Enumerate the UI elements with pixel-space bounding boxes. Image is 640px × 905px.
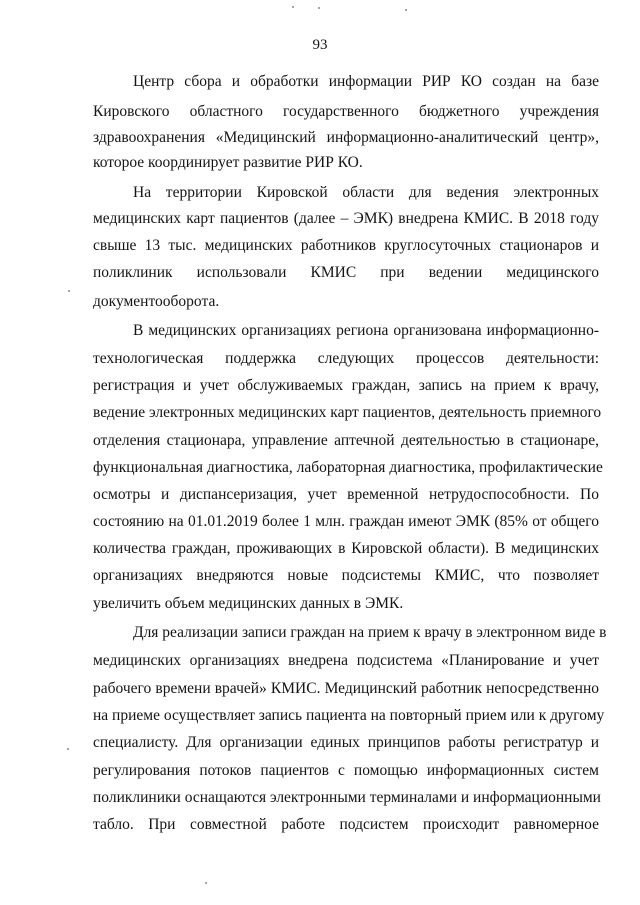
text-line: количества граждан, проживающих в Кировской области). В медицинских: [93, 540, 599, 557]
text-line: увеличить объем медицинских данных в ЭМК.: [93, 595, 404, 612]
text-line: рабочего времени врачей» КМИС. Медицинский работник непосредственно: [93, 680, 599, 697]
scan-speck: [405, 9, 407, 11]
text-line: медицинских организациях внедрена подсистема «Планирование и учет: [93, 652, 599, 669]
text-line: документооборота.: [93, 293, 220, 310]
text-line: свыше 13 тыс. медицинских работников круглосуточных стационаров и: [93, 237, 599, 254]
text-line: поликлиник использовали КМИС при ведении медицинского: [93, 264, 599, 281]
text-line: регулирования потоков пациентов с помощью информационных систем: [93, 762, 599, 779]
text-line: организациях внедряются новые подсистемы КМИС, что позволяет: [93, 567, 599, 584]
text-line: медицинских карт пациентов (далее – ЭМК) внедрена КМИС. В 2018 году: [93, 210, 599, 227]
text-line: технологическая поддержка следующих процессов деятельности:: [93, 350, 599, 367]
text-line: Кировского областного государственного бюджетного учреждения: [93, 103, 599, 120]
text-line: которое координирует развитие РИР КО.: [93, 154, 363, 171]
text-line: ведение электронных медицинских карт пациентов, деятельность приемного: [93, 404, 602, 421]
text-line: функциональная диагностика, лабораторная диагностика, профилактические: [93, 459, 603, 476]
text-line: В медицинских организациях региона организована информационно-: [133, 322, 599, 339]
scan-speck: [292, 6, 294, 8]
text-line: регистрация и учет обслуживаемых граждан, запись на прием к врачу,: [93, 377, 599, 394]
text-line: поликлиники оснащаются электронными терминалами и информационными: [93, 789, 601, 806]
page-number: 93: [312, 37, 328, 53]
text-line: На территории Кировской области для ведения электронных: [133, 184, 599, 201]
text-line: состоянию на 01.01.2019 более 1 млн. граждан имеют ЭМК (85% от общего: [93, 513, 599, 530]
text-line: Центр сбора и обработки информации РИР КО создан на базе: [133, 73, 599, 90]
text-line: отделения стационара, управление аптечной деятельностью в стационаре,: [93, 432, 599, 449]
text-line: специалисту. Для организации единых принципов работы регистратур и: [93, 734, 599, 751]
text-line: здравоохранения «Медицинский информационно-аналитический центр»,: [93, 129, 599, 146]
scan-speck: [318, 7, 320, 9]
text-line: Для реализации записи граждан на прием к врачу в электронном виде в: [133, 624, 607, 641]
text-line: табло. При совместной работе подсистем происходит равномерное: [93, 816, 599, 833]
scan-speck: [68, 290, 70, 292]
text-line: на приеме осуществляет запись пациента на повторный прием или к другому: [93, 707, 605, 724]
scan-speck: [205, 882, 207, 884]
scan-speck: [67, 748, 69, 750]
text-line: осмотры и диспансеризация, учет временной нетрудоспособности. По: [93, 486, 599, 503]
